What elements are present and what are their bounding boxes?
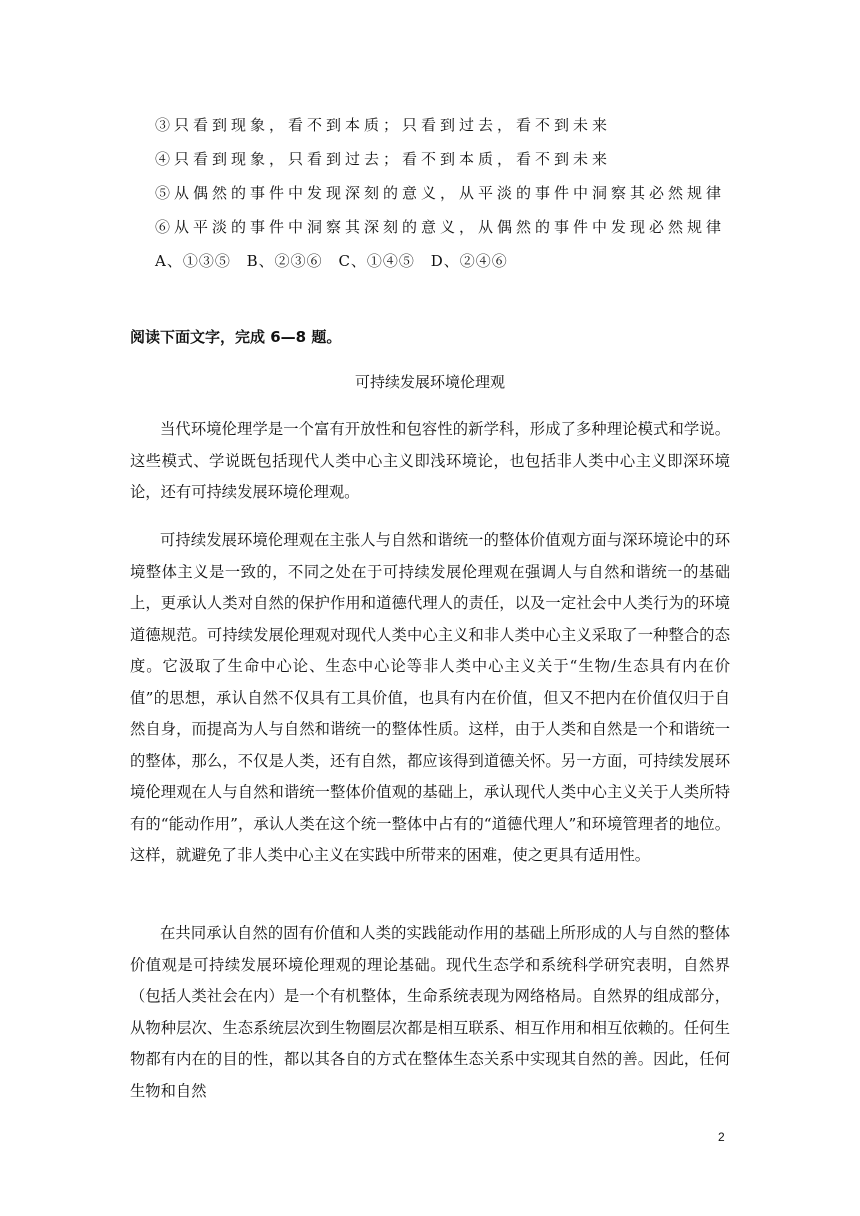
article-title: 可持续发展环境伦理观 — [354, 373, 505, 391]
page-number: 2 — [718, 1130, 725, 1144]
article-paragraph-1: 当代环境伦理学是一个富有开放性和包容性的新学科，形成了多种理论模式和学说。这些模式、学说既包括现代人类中心主义即浅环境论，也包括非人类中心主义即深环境论，还有可持续发展环境伦理观。 — [130, 420, 730, 501]
choice-c: C、①④⑤ — [338, 252, 415, 270]
option-6: ⑥从平淡的事件中洞察其深刻的意义，从偶然的事件中发现必然规律 — [155, 218, 726, 236]
choice-a: A、①③⑤ — [155, 252, 231, 270]
answer-options-list — [155, 108, 755, 278]
article-paragraph-2: 可持续发展环境伦理观在主张人与自然和谐统一的整体价值观方面与深环境论中的环境整体主义是一致的，不同之处在于可持续发展伦理观在强调人与自然和谐统一的基础上，更承认人类对自然的保护作用和道德代理人的责任，以及一定社会中人类行为的环境道德规范。可持续发展伦理观对现代人类中心主义和非人类中心主义采取了一种整合的态度。它汲取了生命中心论、生态中心论等非人类中心主义关于“生物/生态具有内在价值”的思想，承认自然不仅具有工具价值，也具有内在价值，但又不把内在价值仅归于自然自身，而提高为人与自然和谐统一的整体性质。这样，由于人类和自然是一个和谐统一的整体，那么，不仅是人类，还有自然，都应该得到道德关怀。另一方面，可持续发展环境伦理观在人与自然和谐统一整体价值观的基础上，承认现代人类中心主义关于人类所特有的“能动作用”，承认人类在这个统一整体中占有的“道德代理人”和环境管理者的地位。这样，就避免了非人类中心主义在实践中所带来的困难，使之更具有适用性。 — [130, 531, 730, 864]
reading-instruction: 阅读下面文字，完成 6—8 题。 — [130, 328, 342, 346]
option-4: ④只看到现象，只看到过去；看不到本质，看不到未来 — [155, 150, 612, 168]
option-5: ⑤从偶然的事件中发现深刻的意义，从平淡的事件中洞察其必然规律 — [155, 184, 726, 202]
choice-b: B、②③⑥ — [246, 252, 323, 270]
choice-d: D、②④⑥ — [430, 252, 508, 270]
answer-choices — [155, 244, 755, 278]
article-paragraph-3: 在共同承认自然的固有价值和人类的实践能动作用的基础上所形成的人与自然的整体价值观是可持续发展环境伦理观的理论基础。现代生态学和系统科学研究表明，自然界（包括人类社会在内）是一个有机整体，生命系统表现为网络格局。自然界的组成部分，从物种层次、生态系统层次到生物圈层次都是相互联系、相互作用和相互依赖的。任何生物都有内在的目的性，都以其各自的方式在整体生态关系中实现其自然的善。因此，任何生物和自然 — [130, 924, 730, 1100]
option-3: ③只看到现象，看不到本质；只看到过去，看不到未来 — [155, 116, 612, 134]
